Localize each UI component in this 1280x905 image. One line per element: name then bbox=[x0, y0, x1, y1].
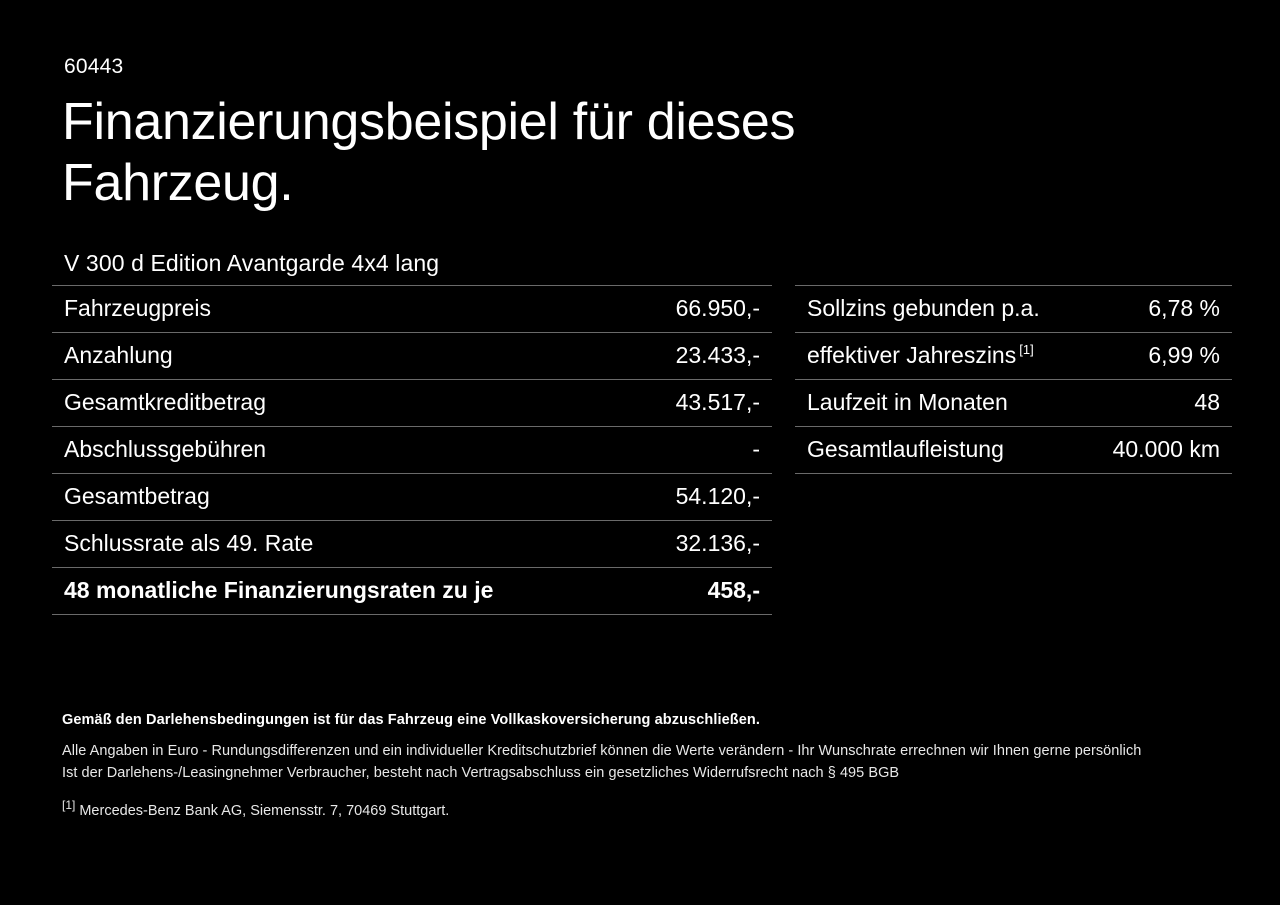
row-label bbox=[795, 286, 1084, 333]
row-value: 43.517,- bbox=[675, 389, 760, 415]
row-label-text: Sollzins gebunden p.a. bbox=[807, 295, 1040, 321]
row-label bbox=[795, 380, 1084, 427]
finance-figures-table bbox=[52, 285, 772, 615]
row-label: 48 monatliche Finanzierungsraten zu je bbox=[64, 577, 494, 603]
footnote-source bbox=[62, 798, 1222, 819]
table-row bbox=[52, 474, 772, 521]
row-value: 6,99 % bbox=[1148, 342, 1220, 368]
document-id: 60443 bbox=[64, 55, 124, 78]
row-label: Gesamtkreditbetrag bbox=[64, 389, 266, 415]
row-value: - bbox=[752, 436, 760, 462]
row-label-text: effektiver Jahreszins bbox=[807, 342, 1017, 368]
row-label: Fahrzeugpreis bbox=[64, 295, 212, 321]
vehicle-name: V 300 d Edition Avantgarde 4x4 lang bbox=[64, 250, 440, 276]
footnote-source-text: Mercedes-Benz Bank AG, Siemensstr. 7, 70469 Stuttgart. bbox=[79, 802, 450, 819]
row-label bbox=[795, 333, 1084, 380]
row-label: Schlussrate als 49. Rate bbox=[64, 530, 314, 556]
insurance-note: Gemäß den Darlehensbedingungen ist für das Fahrzeug eine Vollkaskoversicherung abzuschließen. bbox=[62, 712, 760, 728]
table-row bbox=[795, 380, 1232, 427]
footnotes-section bbox=[62, 712, 1222, 819]
table-row bbox=[52, 521, 772, 568]
finance-terms-table bbox=[795, 285, 1232, 474]
table-row bbox=[795, 286, 1232, 333]
row-label: Gesamtbetrag bbox=[64, 483, 210, 509]
table-row-monthly-rate bbox=[52, 568, 772, 615]
footnote-line-1: Alle Angaben in Euro - Rundungsdifferenzen und ein individueller Kreditschutzbrief können die Werte verändern - Ihr Wunschrate errechnen wir Ihnen gerne persönlich bbox=[62, 743, 1142, 759]
row-label-text: Gesamtlaufleistung bbox=[807, 436, 1004, 462]
row-label-text: Laufzeit in Monaten bbox=[807, 389, 1008, 415]
row-label bbox=[795, 427, 1084, 474]
row-value: 40.000 km bbox=[1112, 436, 1220, 462]
row-value: 66.950,- bbox=[675, 295, 760, 321]
row-value: 54.120,- bbox=[675, 483, 760, 509]
row-value: 23.433,- bbox=[675, 342, 760, 368]
table-row bbox=[52, 380, 772, 427]
row-label: Abschlussgebühren bbox=[64, 436, 267, 462]
footnote-source-marker: [1] bbox=[62, 798, 76, 813]
table-row bbox=[52, 427, 772, 474]
table-row bbox=[795, 427, 1232, 474]
footnote-marker: [1] bbox=[1019, 342, 1034, 358]
footnote-line-2: Ist der Darlehens-/Leasingnehmer Verbraucher, besteht nach Vertragsabschluss ein gesetzliches Widerrufsrecht nach § 495 BGB bbox=[62, 765, 900, 782]
page-title: Finanzierungsbeispiel für dieses Fahrzeug. bbox=[62, 93, 796, 213]
row-value: 458,- bbox=[707, 577, 760, 603]
row-value: 6,78 % bbox=[1148, 295, 1220, 321]
row-value: 48 bbox=[1194, 389, 1220, 415]
row-label: Anzahlung bbox=[64, 342, 173, 368]
table-row bbox=[52, 333, 772, 380]
row-value: 32.136,- bbox=[675, 530, 760, 556]
table-row bbox=[52, 286, 772, 333]
table-row bbox=[795, 333, 1232, 380]
